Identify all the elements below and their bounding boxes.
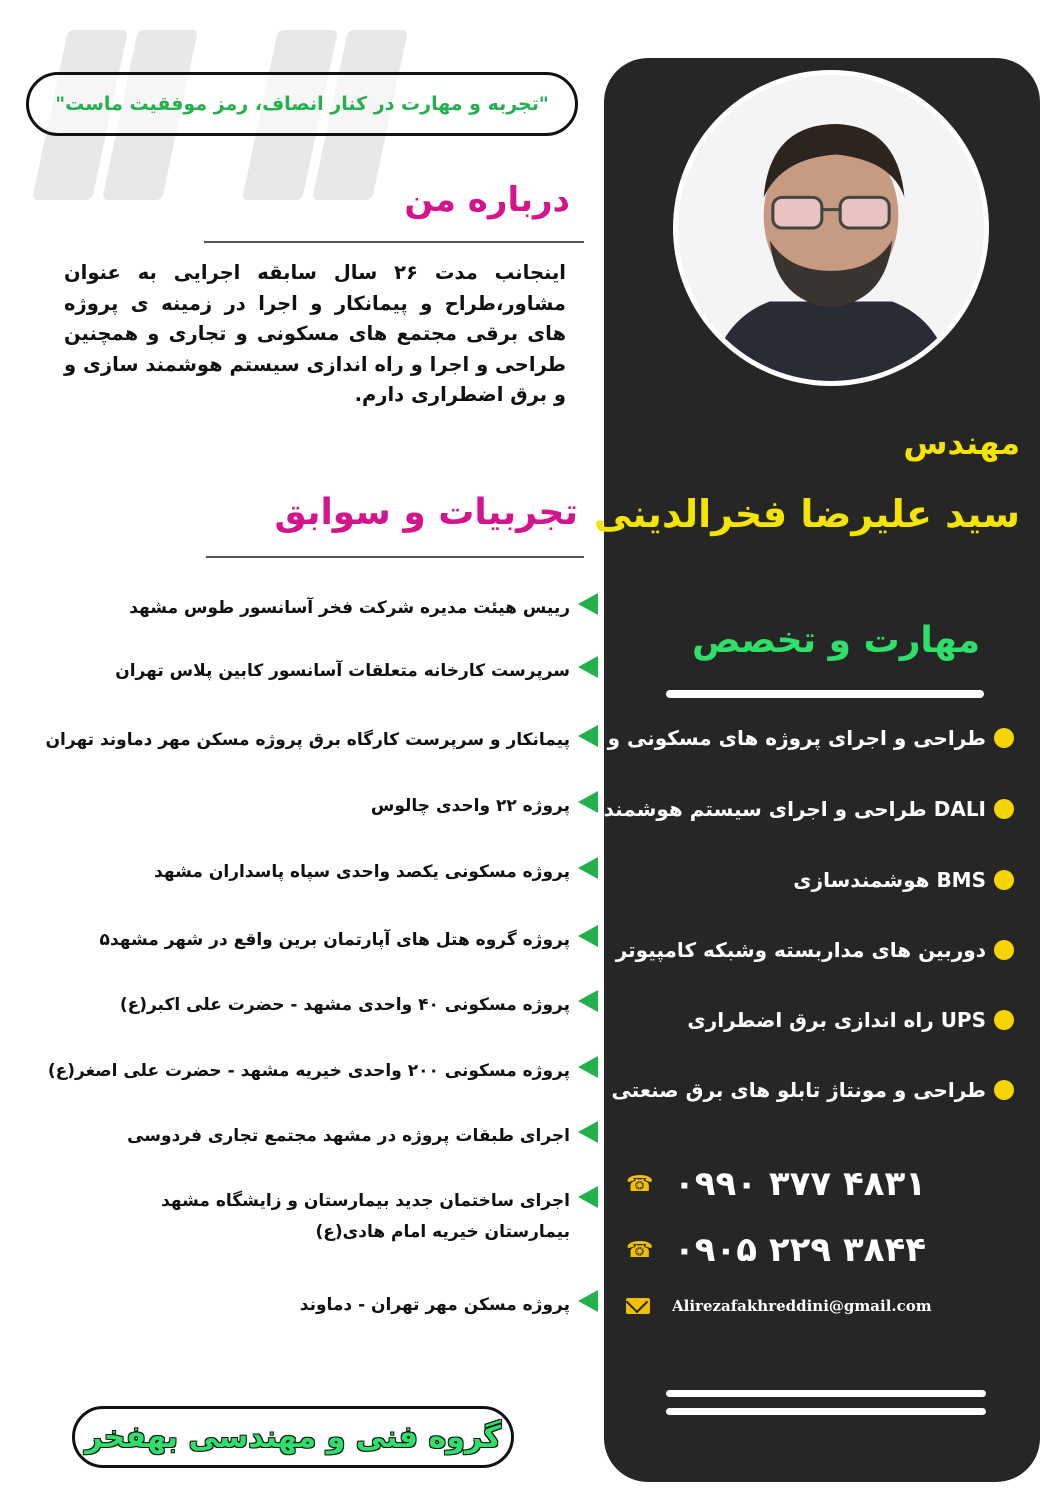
experience-line: پروژه ۲۲ واحدی چالوس — [370, 796, 570, 816]
experience-line: پیمانکار و سرپرست کارگاه برق پروژه مسکن مهر دماوند تهران — [45, 730, 570, 750]
slogan-banner: "تجربه و مهارت در کنار انصاف، رمز موفقیت ماست" — [26, 72, 578, 136]
experience-item — [46, 725, 598, 756]
dot-icon — [994, 1080, 1014, 1100]
experience-line: پروژه مسکونی یکصد واحدی سپاه پاسداران مشهد — [154, 862, 570, 882]
skill-item — [616, 938, 1014, 962]
skill-label: طراحی و مونتاژ تابلو های برق صنعتی — [611, 1078, 986, 1102]
skills-heading: مهارت و تخصص — [692, 620, 980, 661]
dot-icon — [994, 1010, 1014, 1030]
experience-item — [154, 857, 598, 888]
skill-label: UPS راه اندازی برق اضطراری — [687, 1008, 986, 1032]
experience-line: پروژه مسکونی ۲۰۰ واحدی خیریه مشهد - حضرت علی اصغر(ع) — [47, 1061, 570, 1081]
skill-item — [604, 797, 1014, 821]
experience-heading: تجربیات و سوابق — [274, 492, 578, 533]
arrow-left-icon — [578, 1056, 598, 1078]
arrow-left-icon — [578, 1121, 598, 1143]
phone-number[interactable]: ۰۹۰۵ ۲۲۹ ۳۸۴۴ — [674, 1230, 926, 1270]
skill-item — [611, 1078, 1014, 1102]
experience-item — [127, 1121, 598, 1152]
arrow-left-icon — [578, 925, 598, 947]
experience-item — [115, 656, 598, 687]
sidebar-divider-2 — [666, 1408, 986, 1415]
experience-line-2: بیمارستان خیریه امام هادی(ع) — [315, 1222, 570, 1242]
phone-contact-2[interactable] — [626, 1230, 926, 1270]
skill-label: DALI طراحی و اجرای سیستم هوشمند — [603, 797, 986, 821]
skill-label: BMS هوشمندسازی — [793, 868, 986, 892]
profile-name: سید علیرضا فخرالدینی — [593, 492, 1020, 536]
arrow-left-icon — [578, 656, 598, 678]
profile-title: مهندس — [903, 424, 1020, 462]
dot-icon — [994, 799, 1014, 819]
experience-item — [48, 1056, 598, 1087]
mail-icon — [626, 1298, 650, 1314]
experience-divider — [206, 556, 584, 558]
arrow-left-icon — [578, 791, 598, 813]
dot-icon — [994, 728, 1014, 748]
phone-number[interactable]: ۰۹۹۰ ۳۷۷ ۴۸۳۱ — [674, 1164, 926, 1204]
arrow-left-icon — [578, 990, 598, 1012]
skills-divider — [666, 690, 984, 698]
experience-item — [129, 593, 598, 624]
dot-icon — [994, 940, 1014, 960]
profile-photo — [673, 70, 989, 386]
arrow-left-icon — [578, 725, 598, 747]
experience-line: اجرای طبقات پروژه در مشهد مجتمع تجاری فردوسی — [127, 1126, 570, 1146]
arrow-left-icon — [578, 593, 598, 615]
phone-icon: ☎ — [626, 1171, 654, 1197]
email-address[interactable]: Alirezafakhreddini@gmail.com — [672, 1297, 932, 1315]
experience-line: رییس هیئت مدیره شرکت فخر آسانسور طوس مشهد — [129, 598, 570, 618]
skill-label: دوربین های مداربسته وشبکه کامپیوتر — [615, 938, 986, 962]
about-text: اینجانب مدت ۲۶ سال سابقه اجرایی به عنوان مشاور،طراح و پیمانکار و اجرا در زمینه ی پروژه های برقی مجتمع های مسکونی و تجاری و همچنین طراحی و اجرا و راه اندازی سیستم هوشمند سازی و و برق اضطراری دارم. — [64, 261, 566, 406]
experience-item — [120, 990, 598, 1021]
profile-portrait-icon — [678, 75, 984, 381]
experience-line: پروژه مسکن مهر تهران - دماوند — [299, 1295, 570, 1315]
experience-item — [100, 925, 598, 956]
experience-item — [371, 791, 598, 822]
phone-contact-1[interactable] — [626, 1164, 926, 1204]
about-divider — [204, 241, 584, 243]
skill-item — [541, 726, 1014, 750]
about-heading: درباره من — [404, 180, 570, 220]
arrow-left-icon — [578, 1290, 598, 1312]
dot-icon — [994, 870, 1014, 890]
footer-brand: گروه فنی و مهندسی بهفخر — [72, 1406, 514, 1468]
arrow-left-icon — [578, 857, 598, 879]
experience-line: سرپرست کارخانه متعلقات آسانسور کابین پلاس تهران — [115, 661, 570, 681]
skill-item — [687, 1008, 1014, 1032]
arrow-left-icon — [578, 1186, 598, 1208]
skill-item — [793, 868, 1014, 892]
experience-line: اجرای ساختمان جدید بیمارستان و زایشگاه مشهد — [161, 1191, 570, 1211]
experience-item — [300, 1290, 598, 1321]
sidebar-divider-1 — [666, 1390, 986, 1397]
email-contact[interactable] — [626, 1297, 932, 1315]
experience-line: پروژه گروه هتل های آپارتمان برین واقع در شهر مشهد۵ — [99, 930, 570, 950]
experience-line: پروژه مسکونی ۴۰ واحدی مشهد - حضرت علی اکبر(ع) — [119, 995, 570, 1015]
skill-label: طراحی و اجرای پروژه های مسکونی و تجاری — [541, 726, 986, 750]
phone-icon: ☎ — [626, 1237, 654, 1263]
experience-item — [161, 1186, 598, 1248]
